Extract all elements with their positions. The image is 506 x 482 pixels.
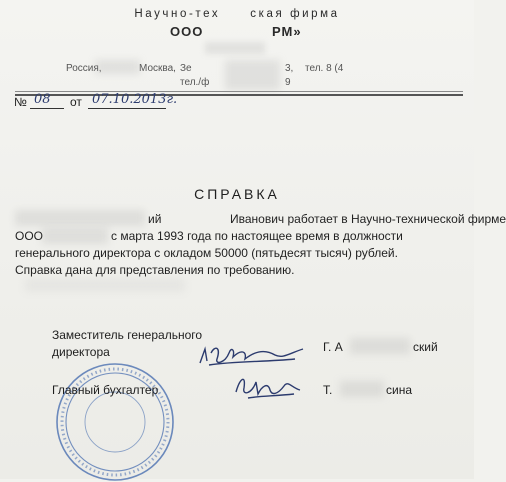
accountant-name-end: сина [386, 383, 413, 397]
accountant-signature [230, 368, 310, 402]
date-value [92, 92, 177, 107]
address-country: Россия, [66, 63, 102, 74]
redacted-area [225, 60, 280, 90]
number-value: 08 [34, 92, 51, 107]
address-fax: тел./ф [180, 77, 210, 88]
company-title [0, 8, 474, 20]
official-stamp [55, 362, 175, 482]
deputy-name-end: ский [413, 340, 438, 354]
document-title: СПРАВКА [194, 186, 280, 202]
date-suffix: г. [166, 92, 178, 107]
header-divider-bold [15, 94, 463, 96]
bleed-through [25, 278, 185, 292]
deputy-role-line2: директора [52, 345, 110, 359]
redacted-area [42, 228, 108, 244]
deputy-name-start: Г. А [323, 340, 343, 354]
header-divider [15, 91, 463, 92]
body-line-2-end: с марта 1993 года по настоящее время в должности [111, 229, 403, 243]
date-text: 07.10.2013 [92, 92, 167, 107]
body-line-4: Справка дана для представления по требованию. [15, 263, 295, 277]
deputy-role-line1: Заместитель генерального [52, 328, 203, 342]
date-underline [88, 108, 166, 109]
number-underline [30, 108, 64, 109]
address-city: Москва, [139, 63, 176, 74]
company-title-end: ская фирма [250, 8, 340, 20]
body-line-2-start: ООО [15, 229, 44, 243]
redacted-area [15, 210, 145, 226]
address-phone: тел. 8 (4 [305, 63, 344, 74]
address-street: Зе [180, 63, 192, 74]
redacted-area [205, 42, 265, 54]
address-fax-end: 9 [285, 77, 291, 88]
company-name-right: РМ» [272, 24, 302, 39]
redacted-area [340, 381, 384, 397]
body-line-3: генерального директора с окладом 50000 (пятьдесят тысяч) рублей. [15, 246, 398, 260]
from-label: от [70, 95, 82, 109]
accountant-role: Главный бухгалтер [52, 383, 159, 397]
company-name-left: ООО [170, 24, 204, 39]
redacted-area [350, 338, 410, 354]
body-line-1-start: ий [148, 212, 162, 226]
accountant-name-start: Т. [323, 383, 333, 397]
company-title-start: Научно-тех [134, 8, 221, 20]
number-label: № [14, 95, 27, 109]
body-line-1-end: Иванович работает в Научно-технической фирме [230, 212, 506, 226]
redacted-area [95, 60, 140, 74]
address-number: 3, [285, 63, 294, 74]
